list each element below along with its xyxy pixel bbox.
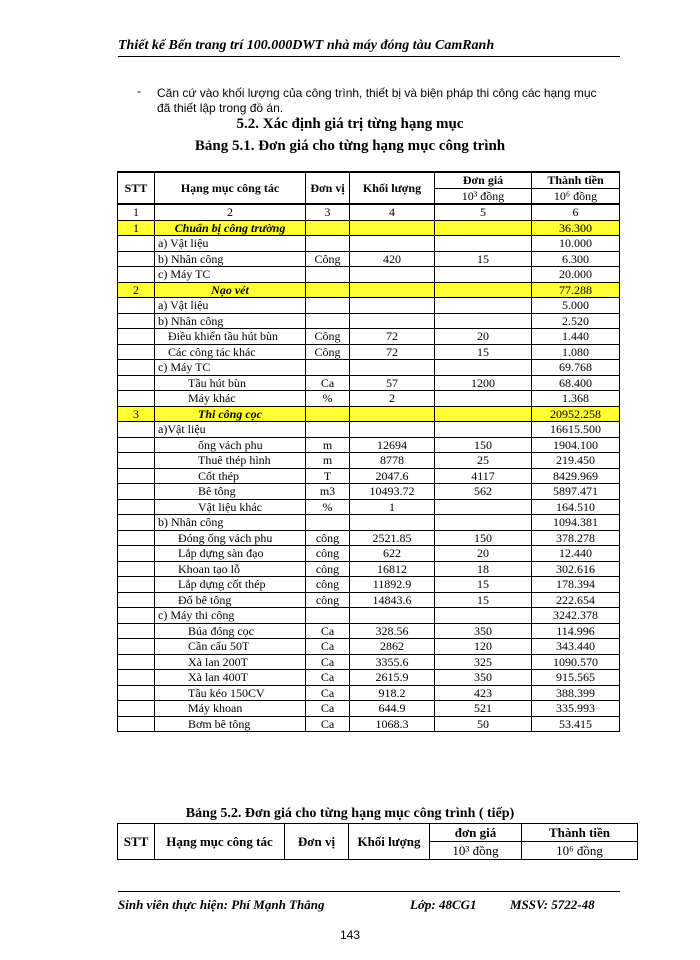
unit-cell: T	[306, 468, 350, 484]
stt-cell	[118, 716, 155, 732]
item-cell: Bơm bê tông	[155, 716, 306, 732]
header-price: Đơn giá	[435, 172, 532, 188]
unit-cell	[306, 282, 350, 298]
price-cell	[435, 391, 532, 407]
unit-cell: Ca	[306, 685, 350, 701]
header-total: Thành tiền	[532, 172, 620, 188]
total-cell: 36.300	[532, 220, 620, 236]
t2-header-total: Thành tiền	[522, 824, 638, 842]
unit-cell	[306, 267, 350, 283]
stt-cell	[118, 499, 155, 515]
qty-cell: 57	[350, 375, 435, 391]
item-cell: ống vách phu	[155, 437, 306, 453]
unit-cell: m	[306, 453, 350, 469]
qty-cell: 72	[350, 344, 435, 360]
item-cell: Lắp dựng cốt thép	[155, 577, 306, 593]
total-cell: 12.440	[532, 546, 620, 562]
item-cell: Nạo vét	[155, 282, 306, 298]
item-cell: b) Nhân công	[155, 313, 306, 329]
table-row	[118, 391, 620, 407]
price-cell	[435, 406, 532, 422]
header-item: Hạng mục công tác	[155, 172, 306, 204]
table-row	[118, 313, 620, 329]
unit-cell: Ca	[306, 375, 350, 391]
bullet-dash: -	[137, 84, 141, 98]
price-cell	[435, 499, 532, 515]
total-cell: 335.993	[532, 701, 620, 717]
total-cell: 164.510	[532, 499, 620, 515]
unit-cell	[306, 360, 350, 376]
index-cell: 6	[532, 204, 620, 220]
total-cell: 302.616	[532, 561, 620, 577]
price-cell	[435, 515, 532, 531]
total-cell: 20.000	[532, 267, 620, 283]
table-row	[118, 360, 620, 376]
unit-cell	[306, 298, 350, 314]
total-cell: 1904.100	[532, 437, 620, 453]
unit-cell: m3	[306, 484, 350, 500]
price-cell: 25	[435, 453, 532, 469]
item-cell: c) Máy TC	[155, 267, 306, 283]
price-cell: 325	[435, 654, 532, 670]
price-cell	[435, 608, 532, 624]
total-cell: 222.654	[532, 592, 620, 608]
header-stt: STT	[118, 172, 155, 204]
qty-cell: 1	[350, 499, 435, 515]
item-cell: b) Nhân công	[155, 515, 306, 531]
total-cell: 10.000	[532, 236, 620, 252]
total-cell: 8429.969	[532, 468, 620, 484]
unit-cell	[306, 236, 350, 252]
item-cell: Lắp dựng sàn đạo	[155, 546, 306, 562]
qty-cell	[350, 422, 435, 438]
stt-cell	[118, 530, 155, 546]
qty-cell	[350, 515, 435, 531]
footer-student: Sinh viên thực hiện: Phí Mạnh Thắng	[118, 897, 325, 912]
table-row	[118, 499, 620, 515]
qty-cell: 622	[350, 546, 435, 562]
qty-cell: 918.2	[350, 685, 435, 701]
t2-header-price-unit: 10³ đồng	[430, 842, 522, 860]
table-row	[118, 639, 620, 655]
qty-cell: 12694	[350, 437, 435, 453]
total-cell: 219.450	[532, 453, 620, 469]
item-cell: Bê tông	[155, 484, 306, 500]
unit-cell	[306, 220, 350, 236]
qty-cell: 1068.3	[350, 716, 435, 732]
stt-cell	[118, 236, 155, 252]
unit-cell: Ca	[306, 639, 350, 655]
table-row	[118, 592, 620, 608]
unit-price-table	[117, 171, 620, 732]
index-cell: 5	[435, 204, 532, 220]
qty-cell: 16812	[350, 561, 435, 577]
footer-rule	[118, 891, 620, 892]
item-cell: Đóng ống vách phu	[155, 530, 306, 546]
price-cell: 521	[435, 701, 532, 717]
total-cell: 178.394	[532, 577, 620, 593]
qty-cell: 10493.72	[350, 484, 435, 500]
stt-cell	[118, 313, 155, 329]
qty-cell: 2047.6	[350, 468, 435, 484]
stt-cell	[118, 360, 155, 376]
unit-cell: công	[306, 577, 350, 593]
t2-header-qty: Khối lượng	[349, 824, 430, 860]
price-cell	[435, 220, 532, 236]
price-cell	[435, 236, 532, 252]
unit-cell	[306, 313, 350, 329]
unit-cell: công	[306, 530, 350, 546]
stt-cell	[118, 484, 155, 500]
total-cell: 915.565	[532, 670, 620, 686]
table-row	[118, 530, 620, 546]
total-cell: 388.399	[532, 685, 620, 701]
table-row	[118, 716, 620, 732]
table-row	[118, 484, 620, 500]
total-cell: 1.440	[532, 329, 620, 345]
qty-cell: 328.56	[350, 623, 435, 639]
item-cell: Thi công cọc	[155, 406, 306, 422]
price-cell	[435, 267, 532, 283]
table-row	[118, 546, 620, 562]
qty-cell	[350, 298, 435, 314]
unit-cell: công	[306, 561, 350, 577]
stt-cell	[118, 251, 155, 267]
qty-cell	[350, 360, 435, 376]
price-cell: 15	[435, 344, 532, 360]
price-cell	[435, 360, 532, 376]
item-cell: a) Vật liệu	[155, 236, 306, 252]
stt-cell	[118, 592, 155, 608]
qty-cell	[350, 313, 435, 329]
unit-cell	[306, 406, 350, 422]
item-cell: c) Máy TC	[155, 360, 306, 376]
stt-cell	[118, 623, 155, 639]
stt-cell	[118, 437, 155, 453]
t2-header-unit: Đơn vị	[285, 824, 349, 860]
table-row	[118, 422, 620, 438]
table-row	[118, 375, 620, 391]
unit-cell: %	[306, 499, 350, 515]
stt-cell	[118, 391, 155, 407]
price-cell: 15	[435, 577, 532, 593]
price-cell: 350	[435, 623, 532, 639]
stt-cell	[118, 670, 155, 686]
unit-cell: Ca	[306, 670, 350, 686]
qty-cell	[350, 236, 435, 252]
total-cell: 1090.570	[532, 654, 620, 670]
item-cell: Điều khiển tầu hút bùn	[155, 329, 306, 345]
table-row	[118, 654, 620, 670]
table-row	[118, 608, 620, 624]
stt-cell	[118, 577, 155, 593]
price-cell	[435, 282, 532, 298]
table-body	[118, 204, 620, 732]
item-cell: Khoan tạo lỗ	[155, 561, 306, 577]
table-row	[118, 406, 620, 422]
footer-student-id: MSSV: 5722-48	[510, 897, 595, 912]
price-cell: 15	[435, 251, 532, 267]
unit-cell: %	[306, 391, 350, 407]
total-cell: 16615.500	[532, 422, 620, 438]
t2-header-price: đơn giá	[430, 824, 522, 842]
stt-cell	[118, 561, 155, 577]
stt-cell	[118, 344, 155, 360]
price-cell: 1200	[435, 375, 532, 391]
stt-cell	[118, 701, 155, 717]
table-row	[118, 282, 620, 298]
total-cell: 1.080	[532, 344, 620, 360]
unit-cell	[306, 608, 350, 624]
unit-cell: Công	[306, 251, 350, 267]
item-cell: Đổ bê tông	[155, 592, 306, 608]
qty-cell: 3355.6	[350, 654, 435, 670]
qty-cell	[350, 267, 435, 283]
stt-cell: 2	[118, 282, 155, 298]
t2-header-stt: STT	[118, 824, 155, 860]
t2-header-total-unit: 10⁶ đồng	[522, 842, 638, 860]
table-row	[118, 344, 620, 360]
table-row	[118, 298, 620, 314]
qty-cell	[350, 406, 435, 422]
price-cell: 20	[435, 546, 532, 562]
qty-cell: 2521.85	[350, 530, 435, 546]
unit-cell: Ca	[306, 716, 350, 732]
unit-cell: Ca	[306, 654, 350, 670]
intro-paragraph	[137, 86, 607, 116]
price-cell: 15	[435, 592, 532, 608]
item-cell: Cần cẩu 50T	[155, 639, 306, 655]
total-cell: 5.000	[532, 298, 620, 314]
stt-cell	[118, 685, 155, 701]
unit-cell: công	[306, 592, 350, 608]
qty-cell	[350, 608, 435, 624]
stt-cell	[118, 453, 155, 469]
stt-cell	[118, 267, 155, 283]
price-cell: 20	[435, 329, 532, 345]
page-number: 143	[339, 928, 361, 942]
price-cell: 150	[435, 530, 532, 546]
price-cell	[435, 422, 532, 438]
table-row	[118, 577, 620, 593]
stt-cell	[118, 546, 155, 562]
stt-cell	[118, 329, 155, 345]
table-row	[118, 468, 620, 484]
total-cell: 114.996	[532, 623, 620, 639]
index-row	[118, 204, 620, 220]
item-cell: Tầu kéo 150CV	[155, 685, 306, 701]
total-cell: 2.520	[532, 313, 620, 329]
table-row	[118, 267, 620, 283]
item-cell: Các công tác khác	[155, 344, 306, 360]
index-cell: 4	[350, 204, 435, 220]
total-cell: 53.415	[532, 716, 620, 732]
section-title: 5.2. Xác định giá trị từng hạng mục	[236, 116, 464, 132]
table-row	[118, 251, 620, 267]
table-row	[118, 437, 620, 453]
stt-cell	[118, 654, 155, 670]
qty-cell: 14843.6	[350, 592, 435, 608]
price-cell: 120	[435, 639, 532, 655]
table-row	[118, 623, 620, 639]
table-row	[118, 685, 620, 701]
t2-header-item: Hạng mục công tác	[155, 824, 285, 860]
stt-cell	[118, 375, 155, 391]
header-total-unit: 10⁶ đồng	[532, 188, 620, 204]
unit-cell: Công	[306, 329, 350, 345]
header-unit: Đơn vị	[306, 172, 350, 204]
total-cell: 6.300	[532, 251, 620, 267]
qty-cell: 644.9	[350, 701, 435, 717]
unit-cell: công	[306, 546, 350, 562]
stt-cell	[118, 639, 155, 655]
item-cell: Chuẩn bị công trường	[155, 220, 306, 236]
item-cell: c) Máy thi công	[155, 608, 306, 624]
item-cell: a)Vật liệu	[155, 422, 306, 438]
header-rule	[118, 56, 620, 57]
qty-cell	[350, 282, 435, 298]
total-cell: 3242.378	[532, 608, 620, 624]
stt-cell	[118, 468, 155, 484]
footer-class: Lớp: 48CG1	[410, 897, 477, 912]
stt-cell: 3	[118, 406, 155, 422]
qty-cell: 420	[350, 251, 435, 267]
running-header: Thiết kế Bến trang trí 100.000DWT nhà máy đóng tàu CamRanh	[118, 38, 495, 53]
intro-text: Căn cứ vào khối lượng của công trình, thiết bị và biện pháp thi công các hạng mục đã thiết lập trong đồ án.	[157, 86, 597, 115]
price-cell: 562	[435, 484, 532, 500]
total-cell: 68.400	[532, 375, 620, 391]
price-cell	[435, 298, 532, 314]
price-cell: 18	[435, 561, 532, 577]
stt-cell	[118, 298, 155, 314]
item-cell: Cốt thép	[155, 468, 306, 484]
price-cell: 4117	[435, 468, 532, 484]
qty-cell	[350, 220, 435, 236]
price-cell: 150	[435, 437, 532, 453]
item-cell: Máy khoan	[155, 701, 306, 717]
qty-cell: 11892.9	[350, 577, 435, 593]
item-cell: Búa đóng cọc	[155, 623, 306, 639]
index-cell: 3	[306, 204, 350, 220]
price-cell	[435, 313, 532, 329]
item-cell: Vật liệu khác	[155, 499, 306, 515]
unit-price-table-continued	[117, 823, 638, 860]
total-cell: 5897.471	[532, 484, 620, 500]
item-cell: Máy khác	[155, 391, 306, 407]
header-price-unit: 10³ đồng	[435, 188, 532, 204]
total-cell: 77.288	[532, 282, 620, 298]
price-cell: 50	[435, 716, 532, 732]
stt-cell: 1	[118, 220, 155, 236]
table-row	[118, 329, 620, 345]
total-cell: 20952.258	[532, 406, 620, 422]
item-cell: Thuê thép hình	[155, 453, 306, 469]
stt-cell	[118, 608, 155, 624]
price-cell: 350	[435, 670, 532, 686]
item-cell: b) Nhân công	[155, 251, 306, 267]
total-cell: 69.768	[532, 360, 620, 376]
total-cell: 1.368	[532, 391, 620, 407]
total-cell: 343.440	[532, 639, 620, 655]
unit-cell: m	[306, 437, 350, 453]
item-cell: Xà lan 200T	[155, 654, 306, 670]
table-row	[118, 670, 620, 686]
qty-cell: 2615.9	[350, 670, 435, 686]
table-row	[118, 515, 620, 531]
table2-caption: Bảng 5.2. Đơn giá cho từng hạng mục công trình ( tiếp)	[185, 806, 515, 821]
index-cell: 1	[118, 204, 155, 220]
item-cell: Tầu hút bùn	[155, 375, 306, 391]
stt-cell	[118, 515, 155, 531]
qty-cell: 72	[350, 329, 435, 345]
table-row	[118, 453, 620, 469]
table-row	[118, 701, 620, 717]
table1-caption: Bảng 5.1. Đơn giá cho từng hạng mục công trình	[194, 138, 506, 154]
index-cell: 2	[155, 204, 306, 220]
qty-cell: 2	[350, 391, 435, 407]
header-qty: Khối lượng	[350, 172, 435, 204]
total-cell: 378.278	[532, 530, 620, 546]
item-cell: a) Vật liệu	[155, 298, 306, 314]
qty-cell: 8778	[350, 453, 435, 469]
table-row	[118, 236, 620, 252]
unit-cell	[306, 515, 350, 531]
table-row	[118, 220, 620, 236]
item-cell: Xà lan 400T	[155, 670, 306, 686]
stt-cell	[118, 422, 155, 438]
unit-cell: Công	[306, 344, 350, 360]
qty-cell: 2862	[350, 639, 435, 655]
unit-cell	[306, 422, 350, 438]
total-cell: 1094.381	[532, 515, 620, 531]
unit-cell: Ca	[306, 701, 350, 717]
table-row	[118, 561, 620, 577]
unit-cell: Ca	[306, 623, 350, 639]
price-cell: 423	[435, 685, 532, 701]
